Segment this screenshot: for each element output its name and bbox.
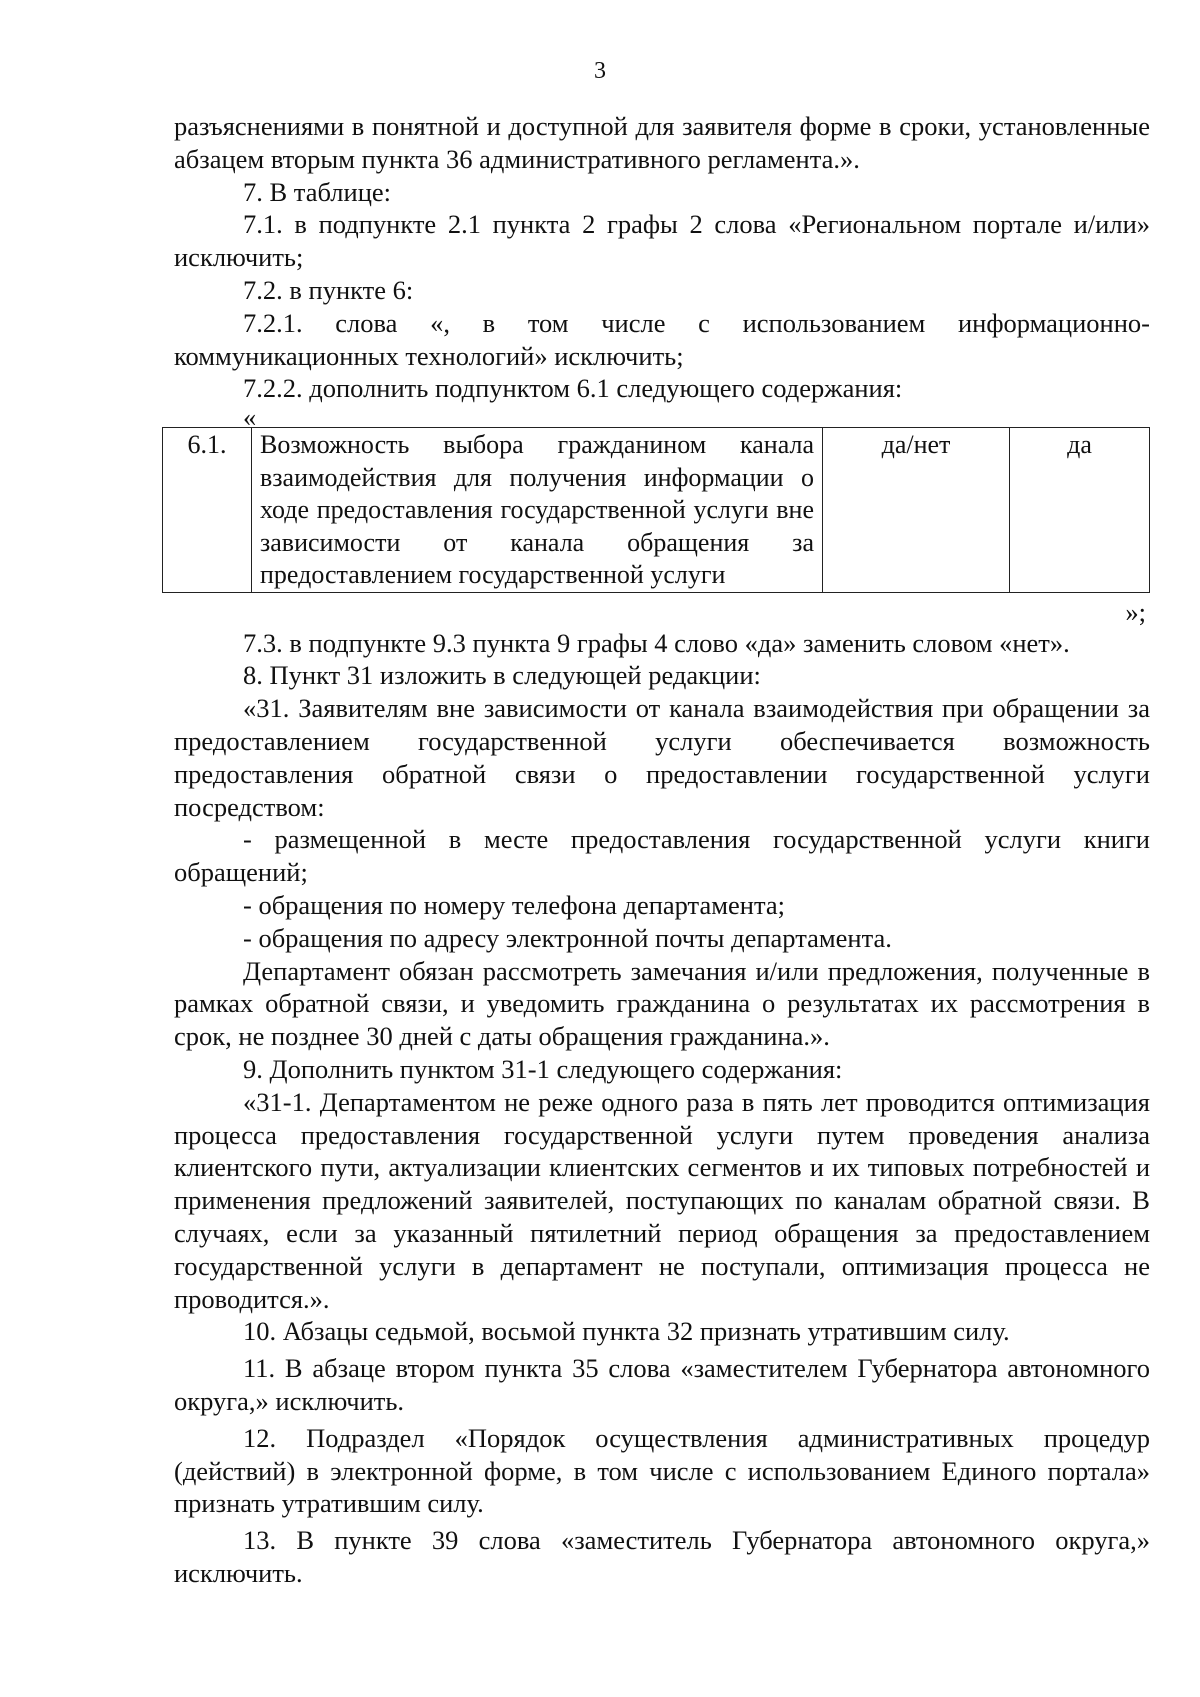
paragraph-item-7: 7. В таблице:: [243, 176, 392, 207]
paragraph-list-item-email: - обращения по адресу электронной почты департамента.: [243, 922, 892, 953]
table-cell-indicator: Возможность выбора гражданином канала взаимодействия для получения информации о ходе предоставления государственной услуги вне зависимости от канала обращения за предоставлением государственной услуги: [252, 428, 823, 593]
inserted-table: [162, 427, 1150, 593]
closing-quote: »;: [1125, 596, 1146, 627]
paragraph-point-31-1: «31-1. Департаментом не реже одного раза в пять лет проводится оптимизация процесса предоставления государственной услуги путем проведения анализа клиентского пути, актуализации клиентских сегментов и их типовых потребностей и применения предложений заявителей, поступающих по каналам обратной связи. В случаях, если за указанный пятилетний период обращения за предоставлением государственной услуги в департамент не поступали, оптимизация процесса не проводится.».: [174, 1086, 1150, 1314]
table-cell-number: 6.1.: [163, 428, 252, 593]
paragraph-list-item-book: - размещенной в месте предоставления государственной услуги книги обращений;: [174, 824, 1150, 888]
paragraph-item-13: 13. В пункте 39 слова «заместитель Губернатора автономного округа,» исключить.: [174, 1525, 1150, 1588]
paragraph-department-duty: Департамент обязан рассмотреть замечания и/или предложения, полученные в рамках обратной связи, и уведомить гражданина о результатах их рассмотрения в срок, не позднее 30 дней с даты обращения гражданина.».: [174, 955, 1150, 1052]
paragraph-item-7-2: 7.2. в пункте 6:: [243, 274, 414, 305]
paragraph-item-8: 8. Пункт 31 изложить в следующей редакции:: [243, 660, 761, 691]
paragraph-list-item-phone: - обращения по номеру телефона департамента;: [243, 890, 785, 921]
paragraph-point-31: «31. Заявителям вне зависимости от канала взаимодействия при обращении за предоставлением государственной услуги обеспечивается возможность предоставления обратной связи о предоставлении государственной услуги посредством:: [174, 693, 1150, 822]
paragraph-item-7-2-2: 7.2.2. дополнить подпунктом 6.1 следующего содержания:: [243, 373, 903, 404]
paragraph-item-9: 9. Дополнить пунктом 31-1 следующего содержания:: [243, 1054, 843, 1085]
paragraph-item-7-2-1: 7.2.1. слова «, в том числе с использованием информационно-коммуникационных технологий» исключить;: [174, 307, 1150, 371]
table-cell-value: да: [1010, 428, 1150, 593]
page-number: 3: [594, 58, 606, 84]
paragraph-continuation: разъяснениями в понятной и доступной для заявителя форме в сроки, установленные абзацем вторым пункта 36 административного регламента.».: [174, 111, 1150, 174]
paragraph-item-11: 11. В абзаце втором пункта 35 слова «заместителем Губернатора автономного округа,» исключить.: [174, 1353, 1150, 1416]
opening-quote: «: [243, 402, 257, 433]
paragraph-item-7-3: 7.3. в подпункте 9.3 пункта 9 графы 4 слово «да» заменить словом «нет».: [243, 627, 1070, 658]
document-body: [174, 110, 1150, 1590]
paragraph-item-12: 12. Подраздел «Порядок осуществления административных процедур (действий) в электронной форме, в том числе с использованием Единого портала» признать утратившим силу.: [174, 1422, 1150, 1519]
table-cell-unit: да/нет: [823, 428, 1010, 593]
paragraph-item-10: 10. Абзацы седьмой, восьмой пункта 32 признать утратившим силу.: [243, 1316, 1010, 1347]
paragraph-item-7-1: 7.1. в подпункте 2.1 пункта 2 графы 2 слова «Региональном портале и/или» исключить;: [174, 209, 1150, 273]
table-row: [163, 428, 1150, 593]
